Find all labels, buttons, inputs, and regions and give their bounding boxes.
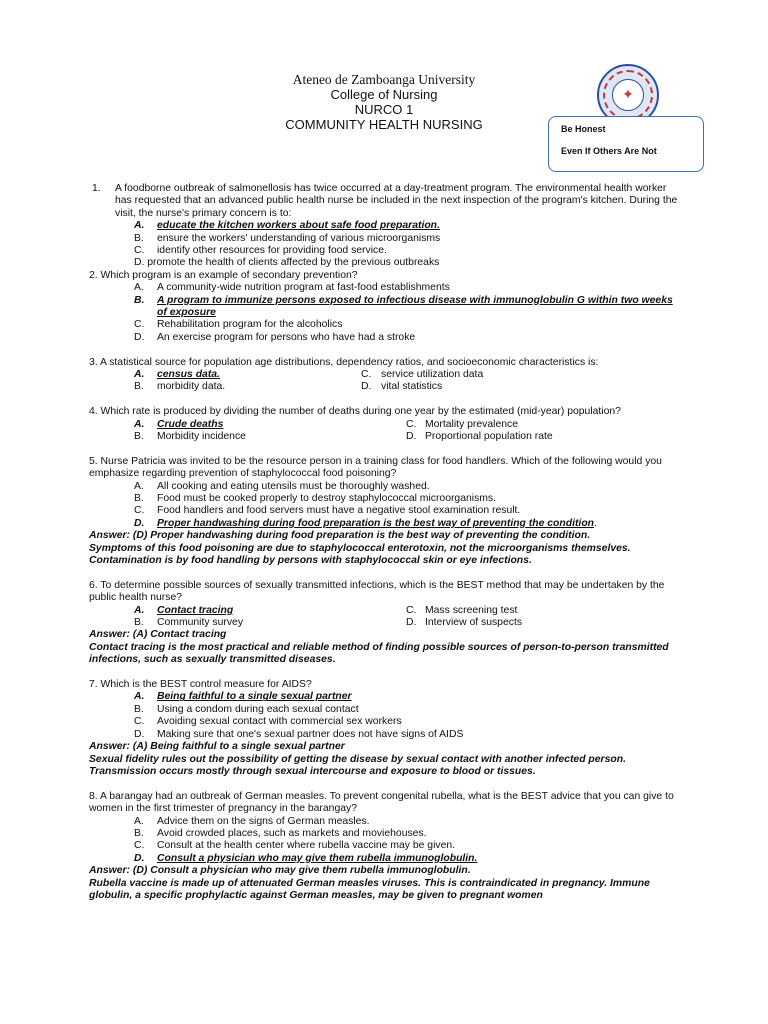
question-7: 7. Which is the BEST control measure for AIDS?: [89, 679, 312, 691]
question-3: 3. A statistical source for population age distributions, dependency ratios, and socioeconomic characteristics is:: [89, 356, 599, 368]
motto-box: [548, 116, 704, 172]
question-2: 2. Which program is an example of secondary prevention?: [89, 269, 358, 281]
motto-line-2: Even If Others Are Not: [561, 146, 657, 156]
college-name: College of Nursing: [330, 87, 438, 102]
option-b: B.: [134, 431, 144, 443]
option-b: B. A program to immunize persons exposed to infectious disease with immunoglobulin G within two weeks of exposure: [134, 294, 673, 319]
option-d: D. Consult a physician who may give them rubella immunoglobulin.: [134, 852, 478, 864]
option-a: A. Advice them on the signs of German measles.: [134, 815, 370, 827]
options-row-2: B. morbidity data. D. vital statistics: [134, 381, 443, 393]
options-row-1: A. Crude deaths C. Mortality prevalence: [134, 418, 518, 430]
question-6: 6. To determine possible sources of sexually transmitted infections, which is the BEST method that may be undertaken by the public health nurse?: [89, 579, 665, 604]
option-d: D. promote the health of clients affected by the previous outbreaks: [134, 257, 440, 269]
options-row-1: A. Contact tracing C. Mass screening test: [134, 604, 518, 616]
answer-explanation: Sexual fidelity rules out the possibility of getting the disease by sexual contact with another infected person. Transmission occurs mostly through sexual intercourse and exposure to blood or tissues.: [89, 753, 626, 777]
motto-line-1: Be Honest: [561, 124, 606, 134]
question-1: 1. A foodborne outbreak of salmonellosis has twice occurred at a day-treatment program. The environmental health worker has requested that an advanced public health nurse be included in the next inspection of the program's kitchen. During the visit, the nurse's primary concern is to:: [92, 183, 678, 219]
options-row-2: B. Community survey D. Interview of suspects: [134, 617, 523, 629]
option-a: A. Being faithful to a single sexual partner: [134, 691, 352, 703]
option-a: A.: [134, 604, 145, 616]
subject-title: COMMUNITY HEALTH NURSING: [285, 117, 483, 132]
options-row-1: A. census data. C. service utilization data: [134, 369, 484, 381]
option-d: D. An exercise program for persons who have had a stroke: [134, 331, 416, 343]
answer-line: Answer: (A) Being faithful to a single sexual partner: [89, 741, 345, 753]
option-b: B. ensure the workers' understanding of various microorganisms: [134, 232, 441, 244]
option-c: C.: [406, 418, 417, 430]
option-a: A. educate the kitchen workers about safe food preparation.: [134, 220, 440, 232]
option-c: C.: [406, 604, 417, 616]
option-a: A. All cooking and eating utensils must be thoroughly washed.: [134, 480, 430, 492]
option-c: C.: [361, 369, 372, 381]
option-d: D. Proper handwashing during food preparation is the best way of preventing the condition.: [134, 517, 597, 529]
option-d: D.: [406, 431, 417, 443]
option-d: D. Making sure that one's sexual partner does not have signs of AIDS: [134, 728, 464, 740]
answer-line: Answer: (A) Contact tracing: [89, 629, 227, 641]
question-5: 5. Nurse Patricia was invited to be the resource person in a training class for food handlers. Which of the following would you emphasize regarding prevention of staphylococcal food poisoning?: [89, 455, 662, 480]
option-c: C. identify other resources for providing food service.: [134, 245, 387, 257]
exam-content: [89, 183, 679, 902]
answer-explanation: Contact tracing is the most practical and reliable method of finding possible sources of person-to-person transmitted infections, such as sexually transmitted diseases.: [89, 641, 669, 666]
university-name: Ateneo de Zamboanga University: [292, 72, 476, 87]
option-c: C. Rehabilitation program for the alcoholics: [134, 319, 343, 331]
course-code: NURCO 1: [354, 102, 414, 117]
question-8: 8. A barangay had an outbreak of German measles. To prevent congenital rubella, what is the BEST advice that you can give to women in the first trimester of pregnancy in the barangay?: [89, 790, 674, 815]
seal-emblem-icon: ✦: [622, 87, 634, 103]
option-c: C. Consult at the health center where rubella vaccine may be given.: [134, 840, 456, 852]
option-c: C. Avoiding sexual contact with commercial sex workers: [134, 716, 402, 728]
option-b: B.: [134, 617, 144, 629]
option-b: B. Food must be cooked properly to destroy staphylococcal microorganisms.: [134, 493, 497, 505]
option-a: A.: [134, 369, 145, 381]
question-text: A foodborne outbreak of salmonellosis has twice occurred at a day-treatment program. The environmental health worker has requested that an advanced public health nurse be included in the next inspection of the program's kitchen. During the visit, the nurse's primary concern is to:: [115, 183, 678, 219]
option-a: A. A community-wide nutrition program at fast-food establishments: [134, 282, 450, 294]
option-d: D.: [361, 381, 372, 393]
question-4: 4. Which rate is produced by dividing the number of deaths during one year by the estimated (mid-year) population?: [89, 406, 621, 418]
option-b: B. Using a condom during each sexual contact: [134, 703, 359, 715]
answer-line: Answer: (D) Proper handwashing during food preparation is the best way of preventing the condition.: [89, 530, 591, 542]
options-row-2: B. Morbidity incidence D. Proportional population rate: [134, 431, 553, 443]
answer-explanation: Rubella vaccine is made up of attenuated German measles viruses. This is contraindicated in pregnancy. Immune globulin, a specific prophylactic against German measles, may be given to pregnant women: [89, 877, 650, 901]
option-b: B.: [134, 381, 144, 393]
answer-explanation: Symptoms of this food poisoning are due to staphylococcal enterotoxin, not the microorganisms themselves. Contamination is by food handling by persons with staphylococcal skin or eye infections.: [89, 542, 631, 567]
answer-line: Answer: (D) Consult a physician who may give them rubella immunoglobulin.: [89, 865, 471, 877]
option-c: C. Food handlers and food servers must have a negative stool examination result.: [134, 505, 521, 517]
option-d: D.: [406, 617, 417, 629]
option-b: B. Avoid crowded places, such as markets and moviehouses.: [134, 827, 427, 839]
option-a: A.: [134, 418, 145, 430]
